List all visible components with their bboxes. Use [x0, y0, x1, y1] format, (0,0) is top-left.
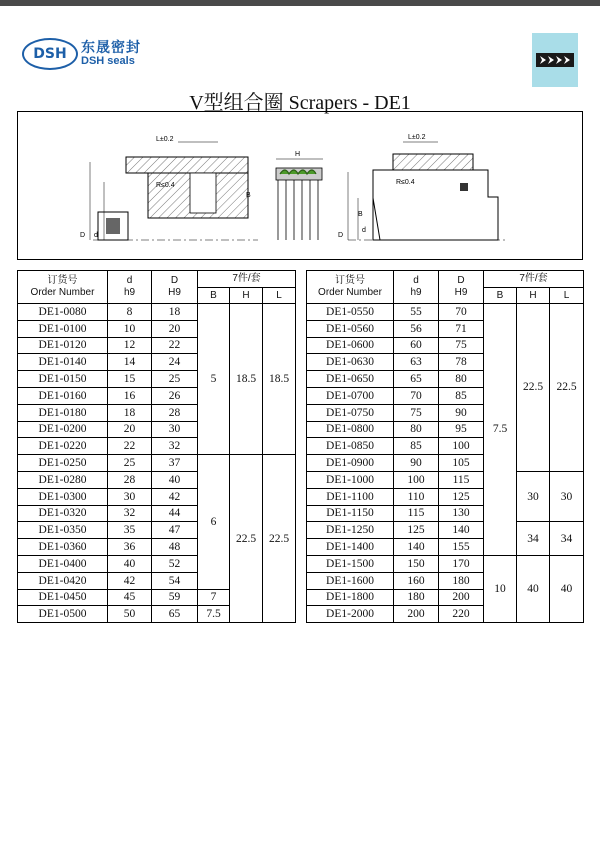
order-number-cell: DE1-0600	[307, 337, 394, 354]
L-group-cell: 18.5	[263, 304, 296, 455]
brand-logo	[22, 38, 141, 70]
spec-table-right	[306, 270, 584, 623]
d-cell: 50	[108, 606, 152, 623]
d-cell: 45	[108, 589, 152, 606]
order-number-cell: DE1-0560	[307, 320, 394, 337]
B-group-cell: 7.5	[484, 304, 517, 556]
D-cell: 155	[439, 539, 484, 556]
D-cell: 52	[152, 555, 198, 572]
D-cell: 40	[152, 471, 198, 488]
dim-r-right: R≤0.4	[396, 179, 415, 186]
page-title: V型组合圈 Scrapers - DE1	[189, 92, 411, 114]
d-cell: 10	[108, 320, 152, 337]
dim-b-right: B	[358, 211, 363, 218]
D-cell: 105	[439, 455, 484, 472]
dim-l-right: L±0.2	[408, 134, 426, 141]
left-section-view	[80, 136, 258, 240]
order-number-cell: DE1-1250	[307, 522, 394, 539]
order-number-cell: DE1-1500	[307, 555, 394, 572]
dim-h: H	[295, 151, 301, 158]
d-cell: 150	[394, 555, 439, 572]
header-B: B	[198, 288, 230, 304]
order-number-cell: DE1-0120	[18, 337, 108, 354]
D-cell: 65	[152, 606, 198, 623]
D-cell: 37	[152, 455, 198, 472]
order-number-cell: DE1-0180	[18, 404, 108, 421]
d-cell: 36	[108, 539, 152, 556]
d-cell: 55	[394, 304, 439, 321]
order-number-cell: DE1-0220	[18, 438, 108, 455]
order-number-cell: DE1-0100	[18, 320, 108, 337]
header-B: B	[484, 288, 517, 304]
order-number-cell: DE1-0080	[18, 304, 108, 321]
dim-small-d-right: d	[362, 227, 366, 234]
d-cell: 18	[108, 404, 152, 421]
order-number-cell: DE1-0280	[18, 471, 108, 488]
D-cell: 78	[439, 354, 484, 371]
H-group-cell: 22.5	[517, 304, 550, 472]
header-L: L	[263, 288, 296, 304]
brand-name-cn: 东晟密封	[81, 39, 141, 55]
dim-b-left: B	[246, 192, 251, 199]
D-cell: 130	[439, 505, 484, 522]
d-cell: 70	[394, 387, 439, 404]
technical-drawing	[17, 111, 583, 260]
d-cell: 28	[108, 471, 152, 488]
order-number-cell: DE1-2000	[307, 606, 394, 623]
table-row	[307, 555, 584, 572]
d-cell: 56	[394, 320, 439, 337]
header-order-number: 订货号 Order Number	[307, 271, 394, 304]
d-cell: 22	[108, 438, 152, 455]
seal-section-icon	[532, 33, 578, 87]
header-D: D H9	[439, 271, 484, 304]
D-cell: 95	[439, 421, 484, 438]
table-row	[307, 304, 584, 321]
table-row	[307, 471, 584, 488]
D-cell: 47	[152, 522, 198, 539]
d-cell: 115	[394, 505, 439, 522]
order-number-cell: DE1-0350	[18, 522, 108, 539]
d-cell: 42	[108, 572, 152, 589]
D-cell: 59	[152, 589, 198, 606]
order-number-cell: DE1-0200	[18, 421, 108, 438]
order-number-cell: DE1-0800	[307, 421, 394, 438]
order-number-cell: DE1-0850	[307, 438, 394, 455]
order-number-cell: DE1-1800	[307, 589, 394, 606]
B-group-cell: 10	[484, 555, 517, 622]
D-cell: 30	[152, 421, 198, 438]
order-number-cell: DE1-0140	[18, 354, 108, 371]
d-cell: 80	[394, 421, 439, 438]
d-cell: 125	[394, 522, 439, 539]
table-row	[307, 522, 584, 539]
D-cell: 28	[152, 404, 198, 421]
d-cell: 65	[394, 371, 439, 388]
order-number-cell: DE1-0160	[18, 387, 108, 404]
D-cell: 80	[439, 371, 484, 388]
d-cell: 75	[394, 404, 439, 421]
logo-mark: DSH	[22, 38, 78, 70]
order-number-cell: DE1-0900	[307, 455, 394, 472]
header-L: L	[550, 288, 584, 304]
dim-d-right: D	[338, 232, 344, 239]
brand-name-en: DSH seals	[81, 55, 135, 67]
H-group-cell: 18.5	[230, 304, 263, 455]
D-cell: 200	[439, 589, 484, 606]
D-cell: 75	[439, 337, 484, 354]
d-cell: 90	[394, 455, 439, 472]
d-cell: 40	[108, 555, 152, 572]
D-cell: 25	[152, 371, 198, 388]
order-number-cell: DE1-1600	[307, 572, 394, 589]
order-number-cell: DE1-0400	[18, 555, 108, 572]
D-cell: 170	[439, 555, 484, 572]
B-group-cell: 7	[198, 589, 230, 606]
L-group-cell: 40	[550, 555, 584, 622]
D-cell: 42	[152, 488, 198, 505]
L-group-cell: 34	[550, 522, 584, 556]
right-section-view	[338, 134, 508, 240]
order-number-cell: DE1-0650	[307, 371, 394, 388]
table-row	[18, 455, 296, 472]
header-order-number: 订货号 Order Number	[18, 271, 108, 304]
d-cell: 110	[394, 488, 439, 505]
d-cell: 8	[108, 304, 152, 321]
order-number-cell: DE1-1000	[307, 471, 394, 488]
d-cell: 25	[108, 455, 152, 472]
D-cell: 24	[152, 354, 198, 371]
order-number-cell: DE1-0750	[307, 404, 394, 421]
header-d: d h9	[394, 271, 439, 304]
order-number-cell: DE1-0300	[18, 488, 108, 505]
D-cell: 100	[439, 438, 484, 455]
D-cell: 85	[439, 387, 484, 404]
H-group-cell: 40	[517, 555, 550, 622]
spec-table-left	[17, 270, 296, 623]
D-cell: 22	[152, 337, 198, 354]
order-number-cell: DE1-0250	[18, 455, 108, 472]
d-cell: 32	[108, 505, 152, 522]
D-cell: 220	[439, 606, 484, 623]
d-cell: 180	[394, 589, 439, 606]
d-cell: 20	[108, 421, 152, 438]
D-cell: 115	[439, 471, 484, 488]
dim-d-left: D	[80, 232, 86, 239]
order-number-cell: DE1-1150	[307, 505, 394, 522]
D-cell: 54	[152, 572, 198, 589]
B-group-cell: 6	[198, 455, 230, 589]
d-cell: 14	[108, 354, 152, 371]
B-group-cell: 5	[198, 304, 230, 455]
d-cell: 63	[394, 354, 439, 371]
order-number-cell: DE1-1400	[307, 539, 394, 556]
H-group-cell: 34	[517, 522, 550, 556]
D-cell: 125	[439, 488, 484, 505]
d-cell: 60	[394, 337, 439, 354]
d-cell: 35	[108, 522, 152, 539]
dim-l-left: L±0.2	[156, 136, 174, 143]
order-number-cell: DE1-0550	[307, 304, 394, 321]
order-number-cell: DE1-0150	[18, 371, 108, 388]
header-set: 7件/套	[198, 271, 296, 288]
D-cell: 180	[439, 572, 484, 589]
D-cell: 18	[152, 304, 198, 321]
table-row	[18, 304, 296, 321]
header-D: D H9	[152, 271, 198, 304]
H-group-cell: 30	[517, 471, 550, 521]
d-cell: 16	[108, 387, 152, 404]
header-H: H	[230, 288, 263, 304]
D-cell: 32	[152, 438, 198, 455]
D-cell: 48	[152, 539, 198, 556]
D-cell: 70	[439, 304, 484, 321]
B-group-cell: 7.5	[198, 606, 230, 623]
d-cell: 30	[108, 488, 152, 505]
d-cell: 12	[108, 337, 152, 354]
d-cell: 100	[394, 471, 439, 488]
header-d: d h9	[108, 271, 152, 304]
header-H: H	[517, 288, 550, 304]
order-number-cell: DE1-0450	[18, 589, 108, 606]
D-cell: 90	[439, 404, 484, 421]
d-cell: 140	[394, 539, 439, 556]
H-group-cell: 22.5	[230, 455, 263, 623]
top-bar	[0, 0, 600, 6]
order-number-cell: DE1-0500	[18, 606, 108, 623]
d-cell: 15	[108, 371, 152, 388]
seal-stack	[276, 151, 323, 240]
L-group-cell: 22.5	[263, 455, 296, 623]
L-group-cell: 30	[550, 471, 584, 521]
D-cell: 71	[439, 320, 484, 337]
order-number-cell: DE1-0630	[307, 354, 394, 371]
header-set: 7件/套	[484, 271, 584, 288]
order-number-cell: DE1-1100	[307, 488, 394, 505]
order-number-cell: DE1-0320	[18, 505, 108, 522]
order-number-cell: DE1-0700	[307, 387, 394, 404]
D-cell: 26	[152, 387, 198, 404]
D-cell: 140	[439, 522, 484, 539]
D-cell: 44	[152, 505, 198, 522]
D-cell: 20	[152, 320, 198, 337]
d-cell: 85	[394, 438, 439, 455]
order-number-cell: DE1-0360	[18, 539, 108, 556]
dim-r-left: R≤0.4	[156, 182, 175, 189]
order-number-cell: DE1-0420	[18, 572, 108, 589]
d-cell: 200	[394, 606, 439, 623]
d-cell: 160	[394, 572, 439, 589]
dim-small-d-left: d	[94, 232, 98, 239]
L-group-cell: 22.5	[550, 304, 584, 472]
